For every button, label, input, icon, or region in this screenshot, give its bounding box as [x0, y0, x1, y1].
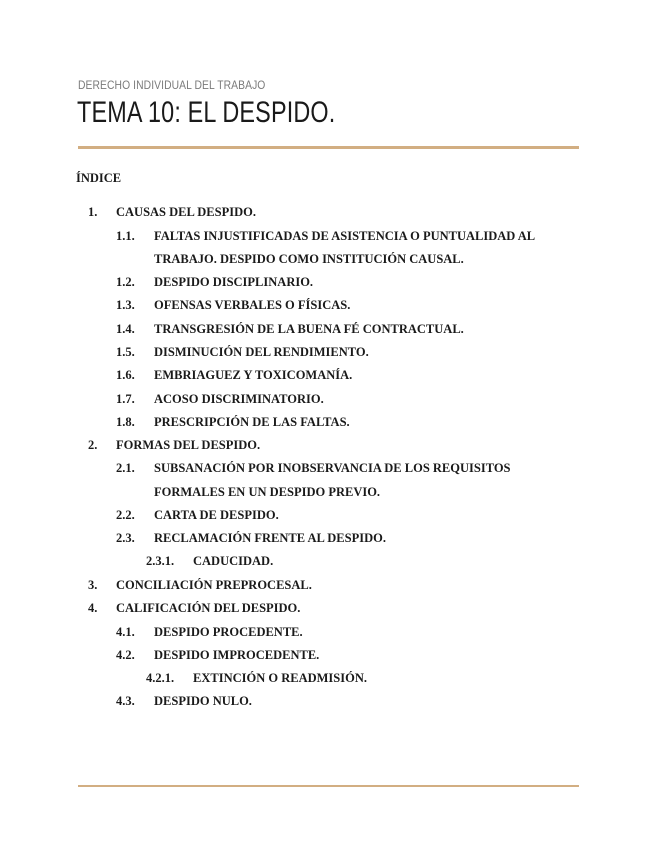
toc-entry-text: CAUSAS DEL DESPIDO.	[116, 205, 256, 219]
toc-entry-text: CALIFICACIÓN DEL DESPIDO.	[116, 601, 301, 615]
toc-entry-text: DESPIDO DISCIPLINARIO.	[154, 275, 314, 289]
toc-entry-number: 1.7.	[116, 392, 135, 406]
toc-entry-number: 1.	[88, 205, 98, 219]
toc-entry-number: 4.2.1.	[146, 671, 175, 685]
toc-entry-text: RECLAMACIÓN FRENTE AL DESPIDO.	[154, 531, 386, 545]
toc-entry-text: CARTA DE DESPIDO.	[154, 508, 279, 522]
toc-entry-text-continued: TRABAJO. DESPIDO COMO INSTITUCIÓN CAUSAL.	[154, 252, 464, 266]
toc-entry-number: 1.2.	[116, 275, 135, 289]
toc-entry-text: EMBRIAGUEZ Y TOXICOMANÍA.	[154, 368, 353, 382]
toc-entry-number: 2.3.1.	[146, 554, 175, 568]
toc-entry-text-continued: FORMALES EN UN DESPIDO PREVIO.	[154, 485, 381, 499]
toc-entry-text: DISMINUCIÓN DEL RENDIMIENTO.	[154, 345, 369, 359]
toc-entry-text: OFENSAS VERBALES O FÍSICAS.	[154, 298, 351, 312]
toc-entry-text: CADUCIDAD.	[193, 554, 274, 568]
toc-entry-text: PRESCRIPCIÓN DE LAS FALTAS.	[154, 415, 350, 429]
toc-entry-number: 1.1.	[116, 229, 135, 243]
document-title: TEMA 10: EL DESPIDO.	[77, 96, 336, 129]
toc-entry-number: 4.3.	[116, 694, 135, 708]
toc-entry-text: SUBSANACIÓN POR INOBSERVANCIA DE LOS REQUISITOS	[154, 461, 511, 475]
toc-entry-text: EXTINCIÓN O READMISIÓN.	[193, 671, 367, 685]
toc-entry-number: 1.4.	[116, 322, 135, 336]
toc-entry-number: 4.2.	[116, 648, 135, 662]
document-subject: DERECHO INDIVIDUAL DEL TRABAJO	[78, 78, 266, 92]
toc-entry-text: ACOSO DISCRIMINATORIO.	[154, 392, 324, 406]
footer-divider	[78, 785, 579, 787]
toc-entry-number: 1.8.	[116, 415, 135, 429]
toc-entry-number: 2.1.	[116, 461, 135, 475]
toc-entry-number: 1.5.	[116, 345, 135, 359]
toc-entry-text: DESPIDO IMPROCEDENTE.	[154, 648, 320, 662]
toc-entry-text: CONCILIACIÓN PREPROCESAL.	[116, 578, 312, 592]
toc-entry-number: 2.	[88, 438, 98, 452]
toc-entry-text: DESPIDO PROCEDENTE.	[154, 625, 303, 639]
toc-entry-text: DESPIDO NULO.	[154, 694, 252, 708]
toc-entry-text: TRANSGRESIÓN DE LA BUENA FÉ CONTRACTUAL.	[154, 322, 464, 336]
toc-entry-number: 2.2.	[116, 508, 135, 522]
toc-entry-text: FALTAS INJUSTIFICADAS DE ASISTENCIA O PUNTUALIDAD AL	[154, 229, 536, 243]
toc-entry-number: 4.1.	[116, 625, 135, 639]
toc-entry-number: 1.3.	[116, 298, 135, 312]
toc-entry-number: 3.	[88, 578, 98, 592]
toc-entry-number: 4.	[88, 601, 98, 615]
toc-heading: ÍNDICE	[76, 171, 122, 185]
toc-entry-number: 2.3.	[116, 531, 135, 545]
toc-entry-number: 1.6.	[116, 368, 135, 382]
toc-entry-text: FORMAS DEL DESPIDO.	[116, 438, 261, 452]
